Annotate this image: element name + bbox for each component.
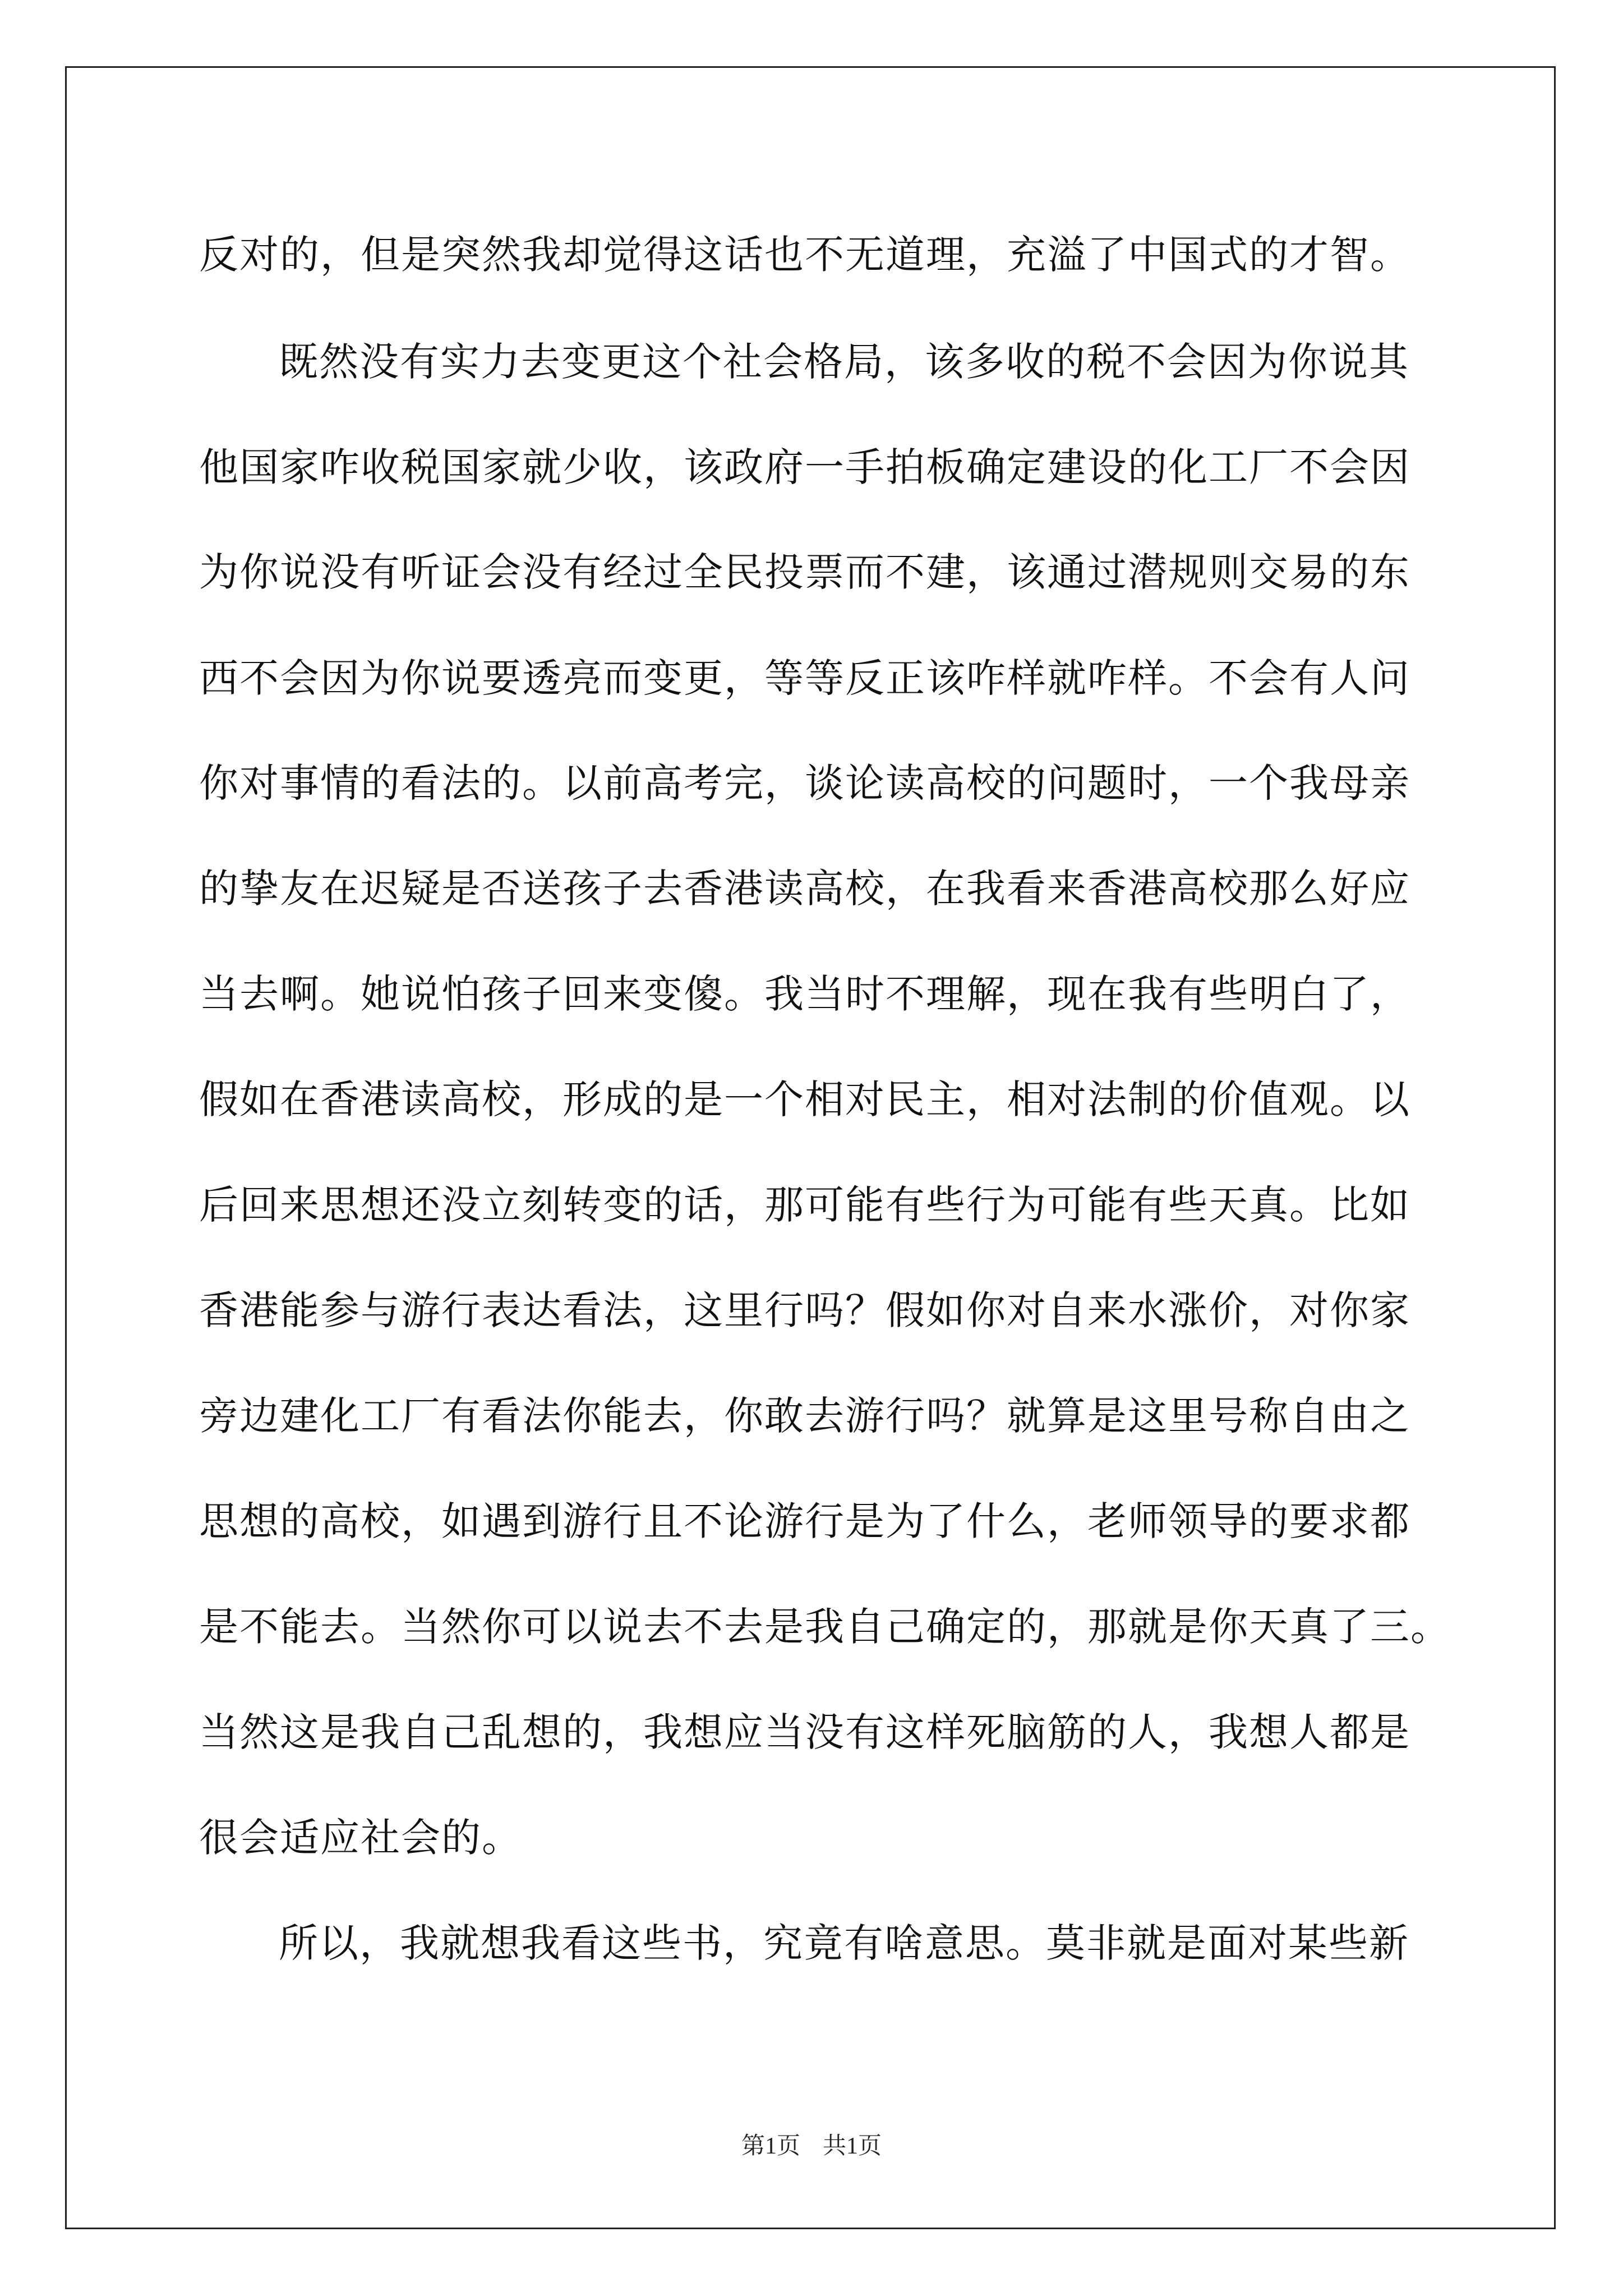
text-line: 香港能参与游行表达看法，这里行吗？假如你对自来水涨价，对你家 [199,1287,1410,1333]
text-line: 很会适应社会的。 [199,1815,522,1861]
text-line: 他国家咋收税国家就少收，该政府一手拍板确定建设的化工厂不会因 [199,444,1410,490]
text-line: 后回来思想还没立刻转变的话，那可能有些行为可能有些天真。比如 [199,1182,1410,1228]
text-line: 假如在香港读高校，形成的是一个相对民主，相对法制的价值观。以 [199,1076,1410,1122]
text-line: 既然没有实力去变更这个社会格局，该多收的税不会因为你说其 [279,339,1409,385]
text-line: 所以，我就想我看这些书，究竟有啥意思。莫非就是面对某些新 [279,1920,1409,1966]
text-line: 思想的高校，如遇到游行且不论游行是为了什么，老师领导的要求都 [199,1498,1410,1544]
page-border [65,66,1556,2229]
text-line: 的挚友在迟疑是否送孩子去香港读高校，在我看来香港高校那么好应 [199,866,1410,912]
page-total: 共1页 [823,2133,882,2159]
text-line: 你对事情的看法的。以前高考完，谈论读高校的问题时，一个我母亲 [199,760,1410,806]
text-line: 反对的，但是突然我却觉得这话也不无道理，充溢了中国式的才智。 [199,232,1410,278]
page-footer [0,2131,1623,2162]
text-line: 旁边建化工厂有看法你能去，你敢去游行吗？就算是这里号称自由之 [199,1393,1410,1439]
text-line: 是不能去。当然你可以说去不去是我自己确定的，那就是你天真了三。 [199,1604,1451,1650]
text-line: 为你说没有听证会没有经过全民投票而不建，该通过潜规则交易的东 [199,549,1410,595]
page-number: 第1页 [741,2133,800,2159]
text-line: 当去啊。她说怕孩子回来变傻。我当时不理解，现在我有些明白了， [199,971,1410,1017]
text-line: 当然这是我自己乱想的，我想应当没有这样死脑筋的人，我想人都是 [199,1709,1410,1755]
text-line: 西不会因为你说要透亮而变更，等等反正该咋样就咋样。不会有人问 [199,655,1410,701]
